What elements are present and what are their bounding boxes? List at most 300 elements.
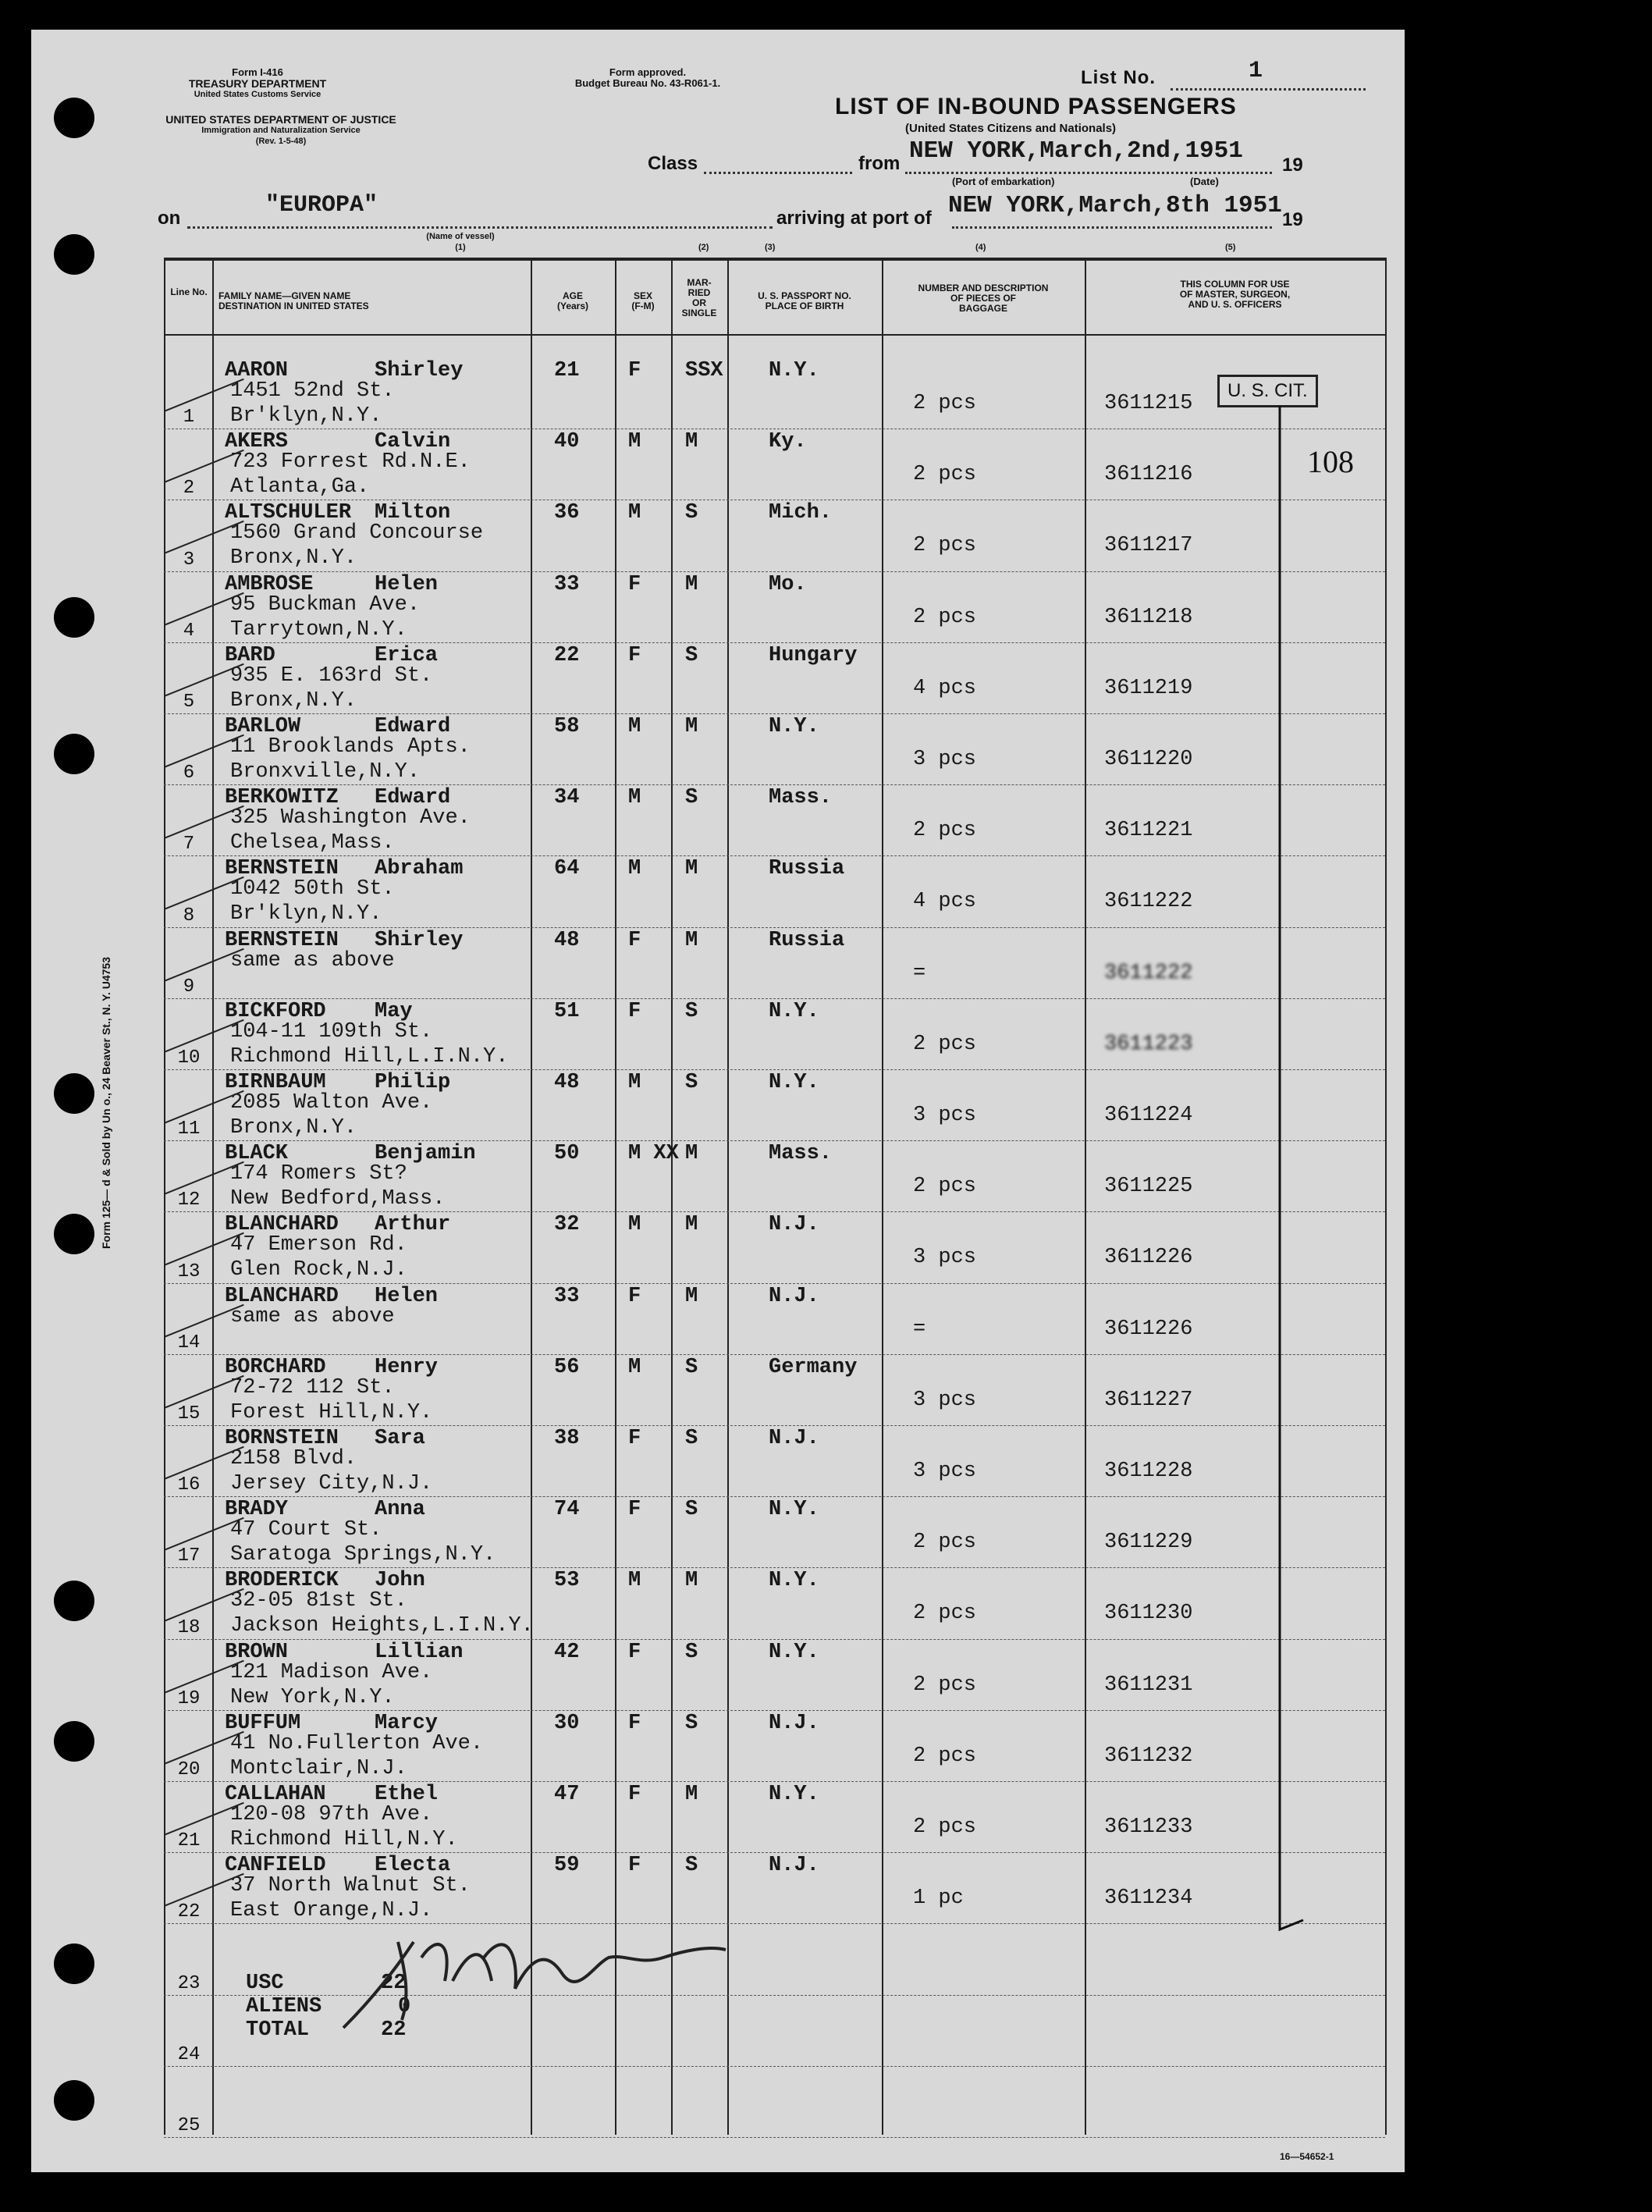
passenger-marital-status: S [685, 1355, 698, 1379]
passenger-city: Richmond Hill,L.I.N.Y. [230, 1044, 509, 1069]
passenger-sex: F [628, 1427, 641, 1450]
line-number: 24 [177, 2043, 201, 2065]
passenger-age: 47 [554, 1783, 580, 1806]
passenger-city: Bronx,N.Y. [230, 546, 357, 571]
row-rule [164, 571, 1385, 572]
table-header-rule [164, 334, 1385, 336]
passenger-family-name: BICKFORD [225, 999, 326, 1023]
passenger-family-name: BUFFUM [225, 1711, 301, 1735]
col-head-name-1: FAMILY NAME—GIVEN NAME [218, 290, 351, 301]
passenger-address: 47 Court St. [230, 1518, 382, 1542]
passenger-baggage: = [913, 1317, 926, 1341]
col-rule-3 [615, 258, 616, 2135]
col-rule-4 [671, 258, 673, 2135]
passenger-sex: F [628, 999, 641, 1023]
total-label: ALIENS [246, 1995, 322, 2018]
passenger-birthplace: Russia [769, 928, 845, 952]
passenger-marital-status: S [685, 643, 698, 667]
row-rule [164, 855, 1385, 856]
passenger-birthplace: N.Y. [769, 715, 819, 738]
col-rule-5 [727, 258, 729, 2135]
from-line [905, 172, 1272, 174]
passenger-marital-status: S [685, 1854, 698, 1878]
vessel-caption-num: (1) [455, 243, 466, 252]
passenger-sex: M [628, 1071, 641, 1094]
passenger-marital-status: M [685, 715, 698, 738]
table-top-rule [164, 258, 1385, 261]
passenger-given-name: Shirley [375, 359, 464, 382]
passenger-tag-number: 3611220 [1104, 748, 1193, 771]
passenger-family-name: ALTSCHULER [225, 501, 352, 525]
passenger-tag-number: 3611229 [1104, 1531, 1193, 1555]
passenger-tag-number: 3611234 [1104, 1887, 1193, 1911]
passenger-baggage: 2 pcs [913, 463, 977, 487]
line-number: 8 [183, 905, 195, 926]
passenger-address: 41 No.Fullerton Ave. [230, 1731, 484, 1755]
passenger-tag-number: 3611223 [1104, 1032, 1193, 1056]
passenger-baggage: = [913, 961, 926, 985]
passenger-marital-status: M [685, 430, 698, 454]
passenger-tag-number: 3611225 [1104, 1175, 1193, 1199]
passenger-marital-status: S [685, 1640, 698, 1664]
passenger-tag-number: 3611226 [1104, 1246, 1193, 1270]
vessel-line [187, 226, 773, 229]
passenger-city: Bronx,N.Y. [230, 1116, 357, 1140]
line-number: 6 [183, 763, 195, 784]
col-head-married-1: MAR- [687, 277, 712, 288]
row-rule [164, 1283, 1385, 1284]
line-number: 25 [177, 2115, 201, 2136]
passenger-given-name: Benjamin [375, 1142, 476, 1166]
passenger-baggage: 1 pc [913, 1887, 964, 1911]
arriving-label: arriving at port of [776, 208, 932, 229]
manifest-sheet [31, 30, 1405, 2172]
passenger-given-name: Helen [375, 572, 439, 596]
passenger-marital-status: S [685, 999, 698, 1023]
passenger-family-name: BIRNBAUM [225, 1071, 326, 1094]
col-head-sex-1: SEX [633, 290, 652, 301]
passenger-address: 104-11 109th St. [230, 1019, 433, 1044]
passenger-baggage: 3 pcs [913, 1460, 977, 1483]
passenger-sex: M XX [628, 1142, 679, 1166]
row-rule [164, 1852, 1385, 1853]
passenger-city: Chelsea,Mass. [230, 831, 395, 855]
passenger-city: New Bedford,Mass. [230, 1187, 446, 1211]
passenger-city: Saratoga Springs,N.Y. [230, 1543, 496, 1567]
col-head-name-2: DESTINATION IN UNITED STATES [218, 301, 369, 311]
row-rule [164, 784, 1385, 785]
passenger-given-name: Sara [375, 1427, 425, 1450]
passenger-address: 723 Forrest Rd.N.E. [230, 450, 471, 475]
passenger-tag-number: 3611230 [1104, 1602, 1193, 1626]
passenger-marital-status: M [685, 572, 698, 596]
passenger-sex: M [628, 715, 641, 738]
passenger-given-name: Erica [375, 643, 439, 667]
passenger-city: East Orange,N.J. [230, 1899, 433, 1923]
passenger-sex: M [628, 1355, 641, 1379]
passenger-age: 48 [554, 928, 580, 952]
col-rule-8 [1385, 258, 1387, 2135]
passenger-city: Montclair,N.J. [230, 1756, 407, 1780]
passenger-given-name: Ethel [375, 1783, 439, 1806]
passenger-tag-number: 3611228 [1104, 1460, 1193, 1483]
passenger-given-name: Edward [375, 786, 451, 810]
line-number: 9 [183, 976, 195, 998]
passenger-address: same as above [230, 948, 395, 973]
us-citizen-stamp: U. S. CIT. [1217, 375, 1318, 407]
col-head-officers-3: AND U. S. OFFICERS [1188, 299, 1282, 310]
passenger-city: Jersey City,N.J. [230, 1472, 433, 1495]
line-number: 1 [183, 407, 195, 429]
passenger-tag-number: 3611226 [1104, 1317, 1193, 1341]
citizen-count: 108 [1307, 444, 1354, 479]
budget-bureau: Budget Bureau No. 43-R061-1. [574, 77, 721, 89]
passenger-sex: F [628, 359, 641, 382]
passenger-family-name: BLACK [225, 1142, 289, 1166]
passenger-sex: F [628, 1854, 641, 1878]
passenger-address: 120-08 97th Ave. [230, 1803, 433, 1826]
col-head-passport [727, 291, 882, 311]
col-head-sex [615, 291, 671, 311]
binder-hole [54, 98, 94, 138]
passenger-age: 33 [554, 1284, 580, 1308]
passenger-given-name: Shirley [375, 928, 464, 952]
passenger-address: 1560 Grand Concourse [230, 521, 484, 546]
passenger-tag-number: 3611216 [1104, 463, 1193, 487]
passenger-family-name: BORNSTEIN [225, 1427, 339, 1450]
passenger-marital-status: S [685, 501, 698, 525]
row-rule [164, 1140, 1385, 1141]
passenger-family-name: CALLAHAN [225, 1783, 326, 1806]
class-label: Class [648, 153, 698, 174]
row-rule [164, 2066, 1385, 2067]
passenger-baggage: 2 pcs [913, 1673, 977, 1697]
passenger-tag-number: 3611227 [1104, 1388, 1193, 1412]
passenger-city: Br'klyn,N.Y. [230, 902, 382, 926]
row-rule [164, 1069, 1385, 1070]
line-number: 17 [177, 1545, 201, 1567]
col-head-sex-2: (F-M) [631, 301, 655, 311]
col-head-age-1: AGE [562, 290, 583, 301]
line-number: 11 [177, 1118, 201, 1140]
total-value: 0 [398, 1995, 411, 2018]
passenger-city: Bronxville,N.Y. [230, 760, 421, 784]
passenger-age: 59 [554, 1854, 580, 1878]
passenger-marital-status: M [685, 857, 698, 881]
row-rule [164, 1425, 1385, 1426]
line-number: 16 [177, 1474, 201, 1496]
passenger-marital-status: S [685, 1498, 698, 1522]
passenger-address: 1451 52nd St. [230, 379, 395, 403]
passenger-family-name: BERKOWITZ [225, 786, 339, 810]
arriving-value: NEW YORK,March,8th 1951 [948, 192, 1282, 219]
total-label: TOTAL [246, 2018, 310, 2042]
passenger-city: Atlanta,Ga. [230, 475, 370, 500]
col-head-married-2: RIED [687, 287, 711, 298]
row-rule [164, 927, 1385, 928]
passenger-given-name: Philip [375, 1071, 451, 1094]
list-no-label: List No. [1081, 67, 1156, 88]
binder-hole [54, 597, 94, 638]
vessel-name: "EUROPA" [265, 192, 378, 219]
passenger-age: 30 [554, 1711, 580, 1735]
passenger-age: 34 [554, 786, 580, 810]
form-approved: Form approved. [609, 66, 687, 78]
col-head-baggage-1: NUMBER AND DESCRIPTION [918, 283, 1049, 293]
passenger-birthplace: N.J. [769, 1284, 819, 1308]
passenger-age: 38 [554, 1427, 580, 1450]
passenger-given-name: Henry [375, 1355, 439, 1379]
list-no-line [1171, 88, 1366, 91]
passenger-family-name: BERNSTEIN [225, 857, 339, 881]
justice-block [156, 114, 406, 147]
passenger-age: 64 [554, 857, 580, 881]
col-head-line: Line No. [170, 286, 208, 297]
passenger-family-name: AKERS [225, 430, 289, 454]
col-head-officers [1085, 279, 1385, 310]
passenger-address: 935 E. 163rd St. [230, 663, 433, 688]
passenger-address: 37 North Walnut St. [230, 1874, 471, 1898]
col-rule-7 [1085, 258, 1086, 2135]
passenger-given-name: Edward [375, 715, 451, 738]
line-number: 23 [177, 1972, 201, 1994]
passenger-city: Glen Rock,N.J. [230, 1258, 407, 1282]
justice-dept: UNITED STATES DEPARTMENT OF JUSTICE [165, 113, 396, 126]
passenger-sex: M [628, 1213, 641, 1237]
passenger-family-name: BRADY [225, 1498, 289, 1522]
col-head-name [218, 291, 453, 311]
passenger-birthplace: N.Y. [769, 1498, 819, 1522]
passenger-tag-number: 3611233 [1104, 1815, 1193, 1839]
col-head-passport-1: U. S. PASSPORT NO. [758, 290, 851, 301]
passenger-address: 47 Emerson Rd. [230, 1233, 407, 1257]
year-suffix-2: 19 [1282, 209, 1303, 230]
passenger-marital-status: M [685, 1783, 698, 1806]
passenger-family-name: BLANCHARD [225, 1213, 339, 1237]
binder-hole [54, 1721, 94, 1762]
passenger-age: 22 [554, 643, 580, 667]
passenger-given-name: Milton [375, 501, 451, 525]
total-value: 22 [381, 2018, 407, 2042]
vessel-caption [398, 231, 523, 253]
line-number: 4 [183, 620, 195, 642]
passenger-given-name: Lillian [375, 1640, 464, 1664]
passenger-birthplace: N.J. [769, 1711, 819, 1735]
col-head-age [531, 291, 615, 311]
col-head-baggage-2: OF PIECES OF [950, 293, 1016, 304]
row-rule [164, 1710, 1385, 1711]
passenger-age: 56 [554, 1355, 580, 1379]
row-rule [164, 642, 1385, 643]
on-label: on [158, 208, 181, 229]
col-num-3: (3) [765, 243, 776, 252]
passenger-birthplace: Germany [769, 1355, 858, 1379]
class-line [704, 172, 852, 174]
arriving-line [952, 226, 1272, 229]
passenger-address: 95 Buckman Ave. [230, 592, 421, 617]
col-head-passport-2: PLACE OF BIRTH [765, 301, 844, 311]
passenger-age: 58 [554, 715, 580, 738]
col-head-married [671, 278, 727, 318]
passenger-given-name: Arthur [375, 1213, 451, 1237]
customs-service: United States Customs Service [194, 90, 322, 99]
line-number: 2 [183, 478, 195, 500]
passenger-family-name: BLANCHARD [225, 1284, 339, 1308]
col-num-2: (2) [698, 243, 709, 252]
passenger-given-name: May [375, 999, 413, 1023]
passenger-address: 121 Madison Ave. [230, 1660, 433, 1684]
passenger-baggage: 3 pcs [913, 1246, 977, 1270]
passenger-family-name: BERNSTEIN [225, 928, 339, 952]
list-no-value: 1 [1249, 58, 1263, 84]
passenger-baggage: 3 pcs [913, 748, 977, 771]
passenger-birthplace: Russia [769, 857, 845, 881]
passenger-tag-number: 3611218 [1104, 605, 1193, 629]
passenger-birthplace: N.Y. [769, 1071, 819, 1094]
passenger-birthplace: Mich. [769, 501, 833, 525]
passenger-city: Br'klyn,N.Y. [230, 404, 382, 428]
passenger-family-name: CANFIELD [225, 1854, 326, 1878]
treasury-dept: TREASURY DEPARTMENT [188, 77, 327, 90]
passenger-marital-status: M [685, 1142, 698, 1166]
passenger-tag-number: 3611222 [1104, 961, 1193, 985]
passenger-address: 174 Romers St? [230, 1162, 407, 1186]
col-head-officers-2: OF MASTER, SURGEON, [1179, 289, 1291, 300]
passenger-sex: F [628, 928, 641, 952]
passenger-age: 33 [554, 572, 580, 596]
line-number: 15 [177, 1403, 201, 1424]
passenger-birthplace: Mo. [769, 572, 807, 596]
passenger-birthplace: N.J. [769, 1854, 819, 1878]
passenger-given-name: Electa [375, 1854, 451, 1878]
passenger-marital-status: S [685, 1711, 698, 1735]
passenger-baggage: 2 pcs [913, 534, 977, 558]
line-number: 5 [183, 692, 195, 713]
passenger-baggage: 2 pcs [913, 1032, 977, 1056]
passenger-given-name: Calvin [375, 430, 451, 454]
line-number: 20 [177, 1759, 201, 1780]
row-rule [164, 1639, 1385, 1640]
passenger-tag-number: 3611222 [1104, 890, 1193, 914]
passenger-given-name: John [375, 1569, 425, 1593]
passenger-sex: F [628, 572, 641, 596]
printer-imprint: Form 125— d & Sold by Un o., 24 Beaver St., N. Y. U4753 [100, 957, 112, 1249]
passenger-sex: M [628, 1569, 641, 1593]
passenger-city: Jackson Heights,L.I.N.Y. [230, 1614, 534, 1638]
passenger-marital-status: S [685, 786, 698, 810]
passenger-birthplace: N.Y. [769, 999, 819, 1023]
passenger-tag-number: 3611217 [1104, 534, 1193, 558]
passenger-birthplace: N.J. [769, 1427, 819, 1450]
row-rule [164, 1781, 1385, 1782]
passenger-age: 51 [554, 999, 580, 1023]
form-number: Form I-416 [232, 66, 283, 78]
binder-hole [54, 1581, 94, 1621]
passenger-marital-status: S [685, 1071, 698, 1094]
passenger-baggage: 2 pcs [913, 1744, 977, 1768]
passenger-birthplace: Mass. [769, 1142, 833, 1166]
passenger-birthplace: Ky. [769, 430, 807, 454]
line-number: 18 [177, 1616, 201, 1638]
passenger-sex: M [628, 786, 641, 810]
passenger-birthplace: Hungary [769, 643, 858, 667]
immigration-service: Immigration and Naturalization Service [201, 126, 361, 135]
passenger-tag-number: 3611232 [1104, 1744, 1193, 1768]
passenger-baggage: 2 pcs [913, 392, 977, 415]
row-rule [164, 1496, 1385, 1497]
passenger-birthplace: N.Y. [769, 1569, 819, 1593]
line-number: 21 [177, 1830, 201, 1852]
passenger-sex: M [628, 430, 641, 454]
passenger-baggage: 2 pcs [913, 1815, 977, 1839]
passenger-age: 32 [554, 1213, 580, 1237]
passenger-family-name: AARON [225, 359, 289, 382]
binder-hole [54, 234, 94, 275]
col-num-5: (5) [1225, 243, 1236, 252]
revision: (Rev. 1-5-48) [255, 137, 307, 146]
row-rule [164, 1567, 1385, 1568]
passenger-marital-status: SSX [685, 359, 723, 382]
row-rule [164, 2137, 1385, 2138]
passenger-address: 11 Brooklands Apts. [230, 735, 471, 759]
passenger-birthplace: Mass. [769, 786, 833, 810]
col-rule-6 [882, 258, 883, 2135]
col-head-baggage [882, 283, 1085, 314]
line-number: 10 [177, 1047, 201, 1069]
passenger-family-name: BARD [225, 643, 275, 667]
binder-hole [54, 1214, 94, 1254]
passenger-marital-status: M [685, 928, 698, 952]
col-head-married-4: SINGLE [681, 308, 717, 318]
passenger-baggage: 2 pcs [913, 1531, 977, 1555]
passenger-city: Tarrytown,N.Y. [230, 617, 407, 642]
binder-hole [54, 734, 94, 774]
passenger-tag-number: 3611231 [1104, 1673, 1193, 1697]
binder-hole [54, 1944, 94, 1984]
passenger-marital-status: S [685, 1427, 698, 1450]
binder-hole [54, 1073, 94, 1114]
passenger-city: New York,N.Y. [230, 1685, 395, 1709]
form-block [160, 67, 355, 100]
passenger-family-name: BRODERICK [225, 1569, 339, 1593]
passenger-age: 36 [554, 501, 580, 525]
passenger-baggage: 2 pcs [913, 819, 977, 843]
passenger-sex: F [628, 1783, 641, 1806]
passenger-city: Forest Hill,N.Y. [230, 1400, 433, 1424]
row-rule [164, 998, 1385, 999]
passenger-sex: F [628, 643, 641, 667]
passenger-baggage: 2 pcs [913, 1602, 977, 1626]
col-head-baggage-3: BAGGAGE [958, 303, 1007, 314]
total-value: 22 [381, 1972, 407, 1995]
passenger-marital-status: M [685, 1213, 698, 1237]
officer-signature [328, 1911, 734, 2043]
col-head-married-3: OR [692, 297, 706, 308]
passenger-birthplace: N.Y. [769, 1783, 819, 1806]
passenger-address: 2085 Walton Ave. [230, 1091, 433, 1115]
col-head-officers-1: THIS COLUMN FOR USE [1180, 279, 1290, 290]
passenger-family-name: AMBROSE [225, 572, 314, 596]
line-number: 12 [177, 1190, 201, 1211]
passenger-baggage: 3 pcs [913, 1104, 977, 1127]
passenger-address: 2158 Blvd. [230, 1447, 357, 1471]
passenger-address: 72-72 112 St. [230, 1375, 395, 1399]
passenger-tag-number: 3611221 [1104, 819, 1193, 843]
passenger-given-name: Marcy [375, 1711, 439, 1735]
binder-hole [54, 2080, 94, 2121]
passenger-family-name: BROWN [225, 1640, 289, 1664]
passenger-age: 48 [554, 1071, 580, 1094]
